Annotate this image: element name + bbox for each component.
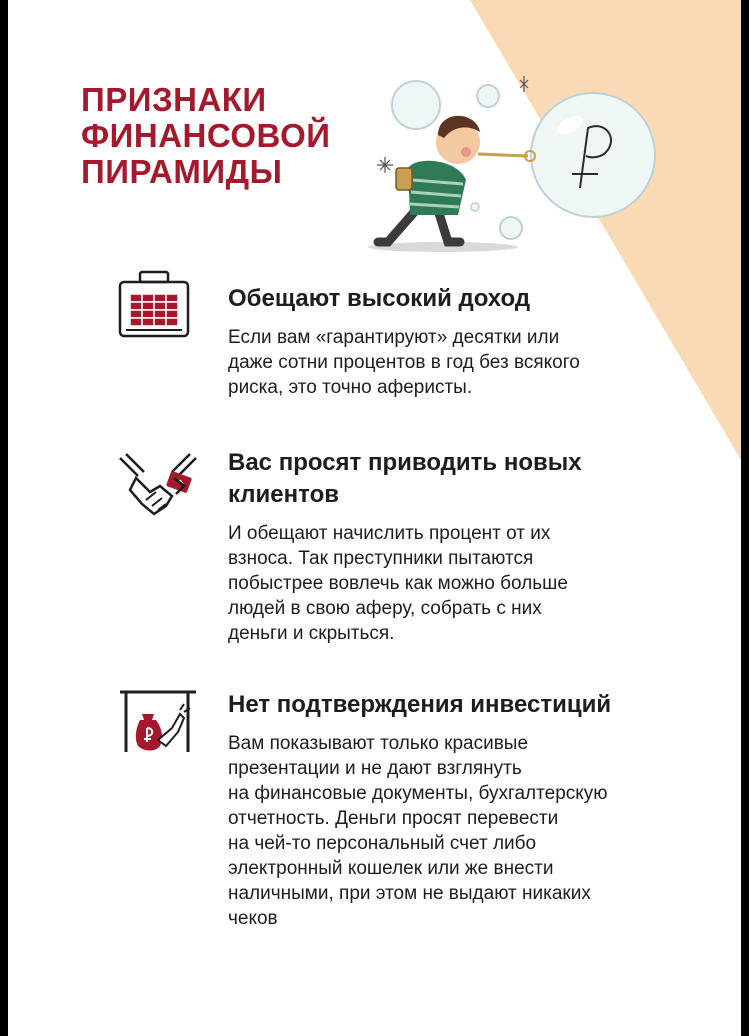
item-high-income bbox=[228, 283, 698, 400]
title-line-1: ПРИЗНАКИ bbox=[81, 81, 267, 118]
text-line: наличными, при этом не выдают никаких bbox=[228, 883, 591, 904]
text-line: электронный кошелек или же внести bbox=[228, 858, 554, 879]
title-line-3: ПИРАМИДЫ bbox=[81, 153, 283, 190]
text-line: отчетность. Деньги просят перевести bbox=[228, 808, 559, 829]
text-line: риска, это точно аферисты. bbox=[228, 377, 473, 398]
text-line: Если вам «гарантируют» десятки или bbox=[228, 327, 560, 348]
text-line: даже сотни процентов в год без всякого bbox=[228, 352, 580, 373]
item-text bbox=[228, 325, 698, 400]
boy-blowing-ruble-bubble-icon bbox=[358, 70, 658, 255]
item-text bbox=[228, 731, 698, 931]
text-line: чеков bbox=[228, 908, 278, 929]
money-bag-under-table-icon bbox=[118, 688, 198, 754]
text-line: людей в свою аферу, собрать с них bbox=[228, 598, 542, 619]
item-heading bbox=[228, 447, 698, 511]
text-line: деньги и скрыться. bbox=[228, 623, 395, 644]
leaflet-page bbox=[8, 0, 741, 1036]
item-text bbox=[228, 521, 698, 646]
heading-line: клиентов bbox=[228, 481, 339, 508]
item-heading: Нет подтверждения инвестиций bbox=[228, 691, 612, 718]
item-heading: Обещают высокий доход bbox=[228, 285, 531, 312]
text-line: презентации и не дают взглянуть bbox=[228, 758, 522, 779]
text-line: побыстрее вовлечь как можно больше bbox=[228, 573, 568, 594]
text-line: на чей-то персональный счет либо bbox=[228, 833, 537, 854]
item-no-investment-proof bbox=[228, 689, 698, 931]
title-line-2: ФИНАНСОВОЙ bbox=[81, 117, 331, 154]
item-bring-new-clients bbox=[228, 447, 698, 646]
handshake-icon bbox=[116, 450, 200, 520]
text-line: И обещают начислить процент от их bbox=[228, 523, 551, 544]
text-line: Вам показывают только красивые bbox=[228, 733, 529, 754]
page-title bbox=[81, 82, 330, 190]
text-line: взноса. Так преступники пытаются bbox=[228, 548, 534, 569]
heading-line: Вас просят приводить новых bbox=[228, 449, 582, 476]
text-line: на финансовые документы, бухгалтерскую bbox=[228, 783, 608, 804]
suitcase-money-icon bbox=[116, 270, 192, 340]
